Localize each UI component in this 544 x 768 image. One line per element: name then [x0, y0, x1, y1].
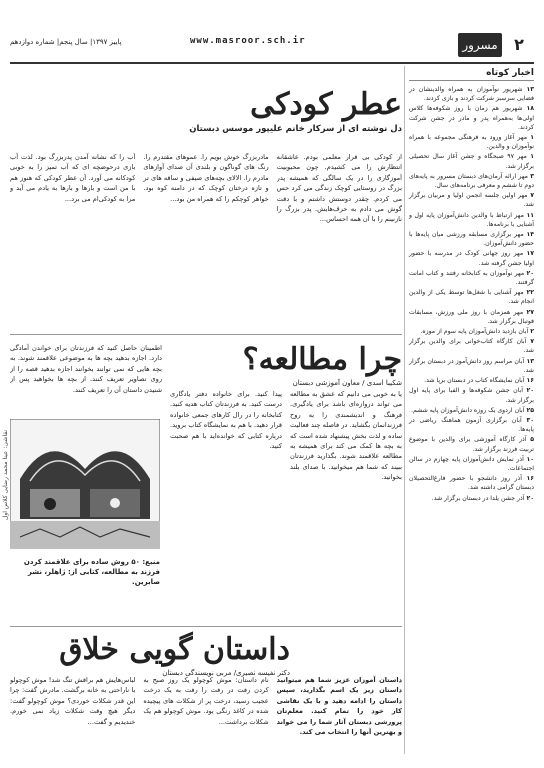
news-item-date: ۱۳	[526, 86, 535, 93]
news-item	[409, 152, 534, 170]
news-item-text: آبان نمایشگاه کتاب در دبستان برپا شد.	[424, 377, 525, 385]
article-head	[132, 88, 402, 134]
news-item-date: ۱	[530, 134, 534, 142]
issue-info: پاییز ۱۳۹۷| سال پنجم| شماره دوازدهم	[10, 38, 122, 46]
news-item-text: آذر روز دانشجو با حضور فارغ‌التحصیلان دبستان گرامی داشته شد.	[409, 475, 534, 492]
news-item-text: آبان اردوی یک روزه دانش‌آموزان پایه ششم.	[411, 406, 525, 414]
illustration-credit: نقاشی: عینا محمد رضایی کلاس اول	[2, 430, 9, 521]
news-item	[409, 249, 534, 267]
news-item	[409, 376, 534, 385]
news-item-text: مهر روز جهانی کودک در مدرسه با حضور اولیا جشن گرفته شد.	[409, 250, 534, 267]
news-item	[409, 406, 534, 415]
news-item-date: ۲۵	[526, 406, 534, 414]
illustration-block	[10, 419, 160, 589]
news-item	[409, 494, 534, 503]
article-columns	[170, 389, 402, 615]
article-byline: دکتر نفیسه نصیری/ مربی نویسندگی دبستان	[162, 669, 290, 677]
article-column: پیدا کنید. برای خانواده دفتر یادگاری درست کنید. به فرزندتان کتاب هدیه کنید. کتابخانه را در رال کارهای جمعی خانواده قرار دهید. با هم به نمایشگاه کتاب بروید. درباره کتابی که خوانده‌اید با هم صحبت کنید.	[170, 390, 282, 451]
news-item-text: آبان جشن شکوفه‌ها و الفبا برای پایه اول برگزار شد.	[409, 387, 534, 404]
news-item-text: مهر ارائه آرمان‌های دبستان مسرور به پایه‌های دوم تا ششم و معرفی برنامه‌های سال.	[409, 172, 534, 190]
news-item-text: مهر ارتباط با والدین دانش‌آموزان پایه اول و آشنایی با برنامه‌ها.	[409, 211, 534, 228]
news-item-date: ۱۸	[526, 105, 534, 113]
news-item-text: آبان کارگاه کتاب‌خوانی برای والدین برگزار شد.	[409, 338, 534, 355]
news-item-date: ۳۰	[526, 416, 535, 424]
news-item-date: ۱۷	[526, 250, 534, 258]
article-title: چرا مطالعه؟	[242, 342, 402, 377]
news-sidebar	[404, 66, 534, 754]
news-item	[409, 357, 534, 375]
news-item-date: ۷	[530, 338, 534, 346]
news-item-text: شهریور هم زمان با روز شکوفه‌ها کلاس اولی‌ها به‌همراه پدر و مادر در جشن شرکت کردند.	[409, 105, 534, 131]
news-item-date: ۲۰	[526, 494, 534, 502]
article-columns	[10, 675, 402, 755]
news-item-text: مهر ۹۷ صبحگاه و جشن آغاز سال تحصیلی برگزار شد.	[409, 153, 534, 170]
news-item-text: مهر آشنایی با شغل‌ها توسط یکی از والدین انجام شد.	[409, 289, 534, 306]
article-column: اطمینان حاصل کنید که فرزندتان برای خواندن آمادگی دارد. اجازه بدهید بچه ها به موضوعی علاقمند شوند. به بچه هایی که نمی توانند بخوانند اجازه بدهید قصه را از روی تصاویر تعریف کنند. از بچه ها بخواهید پس از شنیدن داستان آن را تعریف کنند.	[10, 344, 162, 394]
news-item-text: مهر آغاز ورود به فرهنگی مجموعه با همراه نوآموزان و والدین.	[409, 134, 534, 151]
news-item-date: ۱۳	[526, 357, 534, 365]
news-item	[409, 211, 534, 229]
article-column: مادربزرگ خوش بویم را. عموهای مقتدرم را. رنگ های گوناگون و بلندی آن صدای آوازهای مادرم را. الالای بچه‌های صیفی و ساقه های تر و تازه درختان کوچک که در دامنه کوه بود. خواهر کوچکم را که همراه من بود...	[143, 153, 269, 203]
article-column: از کودکی بی قرار معلمی بودم. عاشقانه انتظارش را می کشیدم. چون محبوبیت آموزگاری را در یک سالگی که همیشه پدر بزرگ در روستایی کوچک زندگی می کرد حس می کردم. چقدر دوستش داشتم و با دقت گوش می دادم به حرف‌هایش. پدر بزرگ را نازنینم را با آن همه احساس...	[276, 153, 402, 224]
news-item-date: ۱۶	[526, 475, 535, 483]
news-item	[409, 230, 534, 248]
news-item-date: ۲	[530, 328, 534, 336]
news-item-date: ۱	[530, 153, 534, 161]
news-item-text: مهر اولین جلسه انجمن اولیا و مربیان برگزار شد.	[409, 192, 534, 209]
news-item-text: آذر کارگاه آموزشی برای والدین با موضوع تربیت فرزند برگزار شد.	[409, 436, 534, 453]
news-item-date: ۵	[530, 436, 535, 444]
news-item-date: ۱۰	[526, 455, 535, 463]
article-column: لباس‌هایش هم براقش تنگ شد! موش کوچولو با ناراحتی به خانه برگشت. مادرش گفت: چرا این قدر شکلات خوردی؟ موش کوچولو گفت: دیگر هیچ وقت شکلات زیاد نمی خورم. خندیدیم و گفت...	[10, 676, 136, 726]
news-item-text: مهر نوآموزان به کتابخانه رفتند و کتاب امانت گرفتند.	[409, 269, 534, 287]
source-caption: منبع: ۵۰ روش ساده برای علاقمند کردن فرزند به مطالعه، کتابی از: ژاهلر، نشر صابرین.	[23, 558, 160, 586]
article-column: یا به خوبی می دانیم که عشق به مطالعه می تواند دروازه‌ای باشد برای یادگیری. فرهنگ و اندیشمندی را به روح فرزندانمان بگشاید. در فاصله چند فعالیت ساده و لذت بخش پیشنهاد شده است که به بچه ها کمک می کند برای همیشه به مطالعه علاقمند شوند. بگذارید فرزندتان ببیند که شما هم میخوانید. با صدای بلند بخوانید.	[290, 390, 402, 482]
sidebar-title: اخبار کوتاه	[409, 66, 534, 81]
news-item-text: آبان مراسم روز دانش‌آموز در دبستان برگزار شد.	[409, 357, 534, 374]
article-columns	[10, 152, 402, 322]
article-byline: شکیبا اسدی / معاون آموزشی دبستان	[292, 379, 402, 387]
news-item-text: مهر برگزاری مسابقه ورزشی میان پایه‌ها با حضور دانش‌آموزان.	[409, 231, 534, 248]
page-header	[10, 30, 534, 64]
news-item-date: ۱۴	[526, 231, 535, 239]
article-column: نام داستان: موش کوچولو یک روز صبح به کردن رفت در رفت را رفت به یک درخت عجیب رسید، درخت پر از شکلات های پیچیده شده در کاغذ رنگی بود. موش کوچولو هم یک شکلات برداشت...	[143, 676, 269, 726]
news-item	[409, 455, 534, 473]
news-item	[409, 474, 534, 492]
page-number: ۲	[514, 35, 524, 54]
child-drawing-illustration	[10, 419, 160, 549]
news-item-date: ۱۱	[526, 211, 534, 219]
article-column: داستان آموزان عزیز شما هم میتوانید داستان زیر یک اسم بگذارید، سپس داستان را ادامه دهید و با یک نقاشی کار خود را تمام کنید. معلم‌تان پرورشی دبستان آثار شما را می خواند و بهترین آنها را انتخاب می کند.	[276, 676, 402, 737]
news-item	[409, 288, 534, 306]
news-item-text: آبان برگزاری آزمون هماهنگ ریاضی در پایه‌ها.	[409, 416, 534, 434]
news-item	[409, 104, 534, 132]
article-columns-left	[10, 343, 162, 419]
main-column	[10, 66, 402, 754]
news-item	[409, 386, 534, 404]
news-item-text: مهر همزمان با روز ملی ورزش، مسابقات فوتبال برگزار شد.	[409, 308, 534, 325]
news-item-date: ۷	[530, 192, 535, 200]
news-item-date: ۲۲	[526, 289, 535, 297]
news-item	[409, 308, 534, 326]
news-item	[409, 327, 534, 336]
news-item	[409, 191, 534, 209]
news-item-date: ۱۶	[526, 377, 534, 385]
article-title: داستان گویی خلاق	[59, 632, 290, 667]
news-item-date: ۲۰	[526, 269, 534, 277]
news-item	[409, 435, 534, 453]
article-head	[10, 633, 290, 677]
article-byline: دل نوشته ای از سرکار خانم علیپور موسس دبستان	[189, 124, 402, 134]
news-item	[409, 85, 534, 103]
news-item	[409, 172, 534, 190]
news-item-text: آذر نمایش دانش‌آموزان پایه چهارم در سالن اجتماعات.	[409, 455, 534, 472]
news-item-text: شهریور نوآموزان به همراه والدینشان در فضایی سرسبز شرکت کردند و بازی کردند.	[409, 86, 534, 103]
news-item-date: ۲۷	[526, 308, 534, 316]
news-item-text: آذر جشن یلدا در دبستان برگزار شد.	[431, 494, 525, 502]
article-childhood	[10, 88, 402, 328]
news-item-date: ۲۰	[526, 387, 535, 395]
site-url[interactable]: www.masroor.sch.ir	[190, 36, 306, 46]
news-item-text: آبان بازدید دانش‌آموزان پایه سوم از موزه.	[420, 328, 529, 336]
news-list	[409, 85, 534, 503]
news-item-date: ۳	[530, 172, 535, 180]
article-title: عطر کودکی	[250, 87, 402, 122]
news-item	[409, 133, 534, 151]
logo: مسرور	[458, 33, 502, 57]
article-storytelling	[10, 626, 402, 757]
news-item	[409, 337, 534, 355]
article-why-read	[10, 334, 402, 625]
article-head	[202, 343, 402, 387]
news-item	[409, 416, 534, 434]
article-column: آب را که نشانه آمدن پدربزرگ بود. لذت آب بازی درحوضچه ای که آب تمیز را به خوبی کودکانه می آورد. آن عطر کودکی که هنوز هم با من است و بارها و بارها به یادم می آید و مرا به کودکی‌ام می برد...	[10, 153, 136, 203]
news-item	[409, 269, 534, 287]
